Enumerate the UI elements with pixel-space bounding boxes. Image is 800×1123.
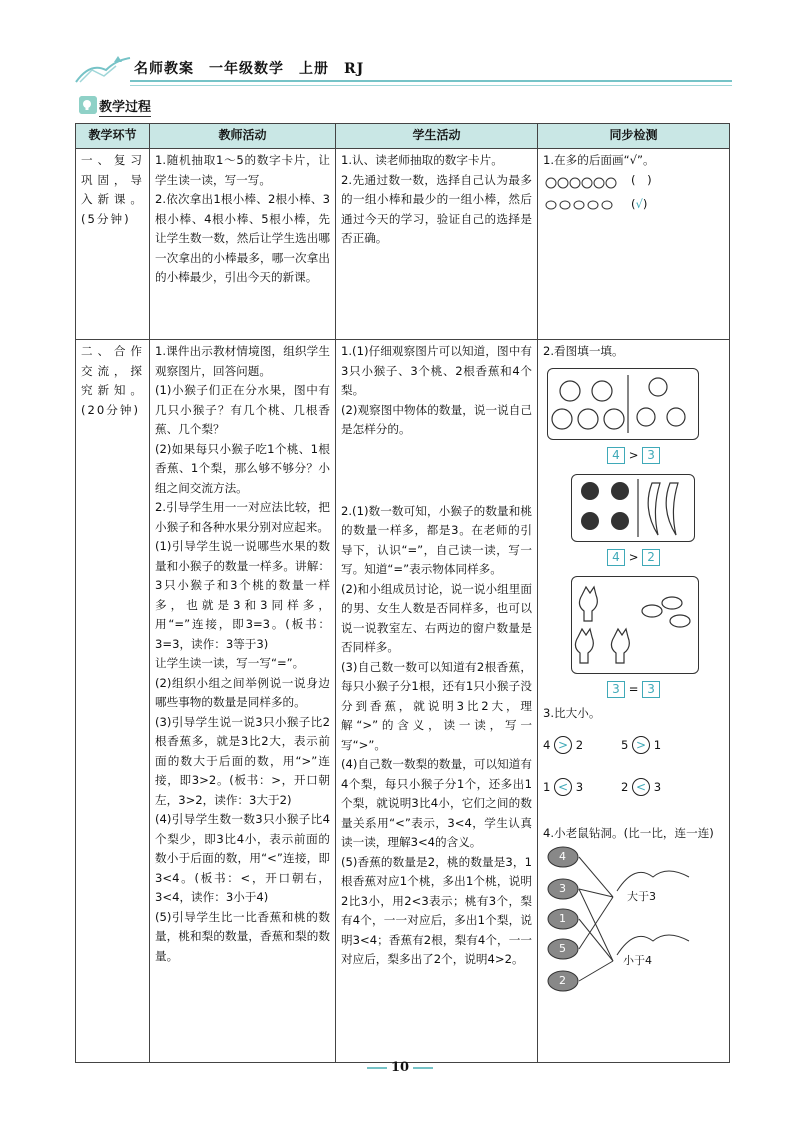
student-step: (4)自己数一数梨的数量，可以知道有4个梨，每只小猴子分1个，还多出1个梨，就说明3比4小，它们之间的数量关系用“<”表示，3<4，学生认真读一读，理解3<4的含义。 [341,757,532,849]
compare-item [621,736,661,756]
column-header-student: 学生活动 [336,124,538,149]
teacher-step: 2.依次拿出1根小棒、2根小棒、3根小棒、4根小棒、5根小棒，先让学生数一数，然后让学生选出哪一次拿出的小棒最多，哪一次拿出的小棒最少，引出今天的新课。 [155,192,330,284]
stage-cell: 二、合作交流，探究新知。(20分钟) [76,340,150,1063]
hole-label: 小于4 [623,954,652,967]
teacher-step: 2.引导学生用一一对应法比较，把小猴子和各种水果分别对应起来。 [155,500,330,534]
compare-left: 4 [543,737,551,752]
answer-pair-2 [607,548,660,568]
column-header-teacher: 教师活动 [150,124,336,149]
check-cell [538,340,730,1063]
compare-answer: > [632,736,650,754]
table-header-row [76,124,730,149]
mice-holes-lines-icon [543,843,723,1005]
compare-left: 5 [621,737,629,752]
answer-pair-3 [607,680,660,700]
student-cell [336,149,538,340]
student-step: 1.(1)仔细观察图片可以知道，图中有3只小猴子、3个桃、2根香蕉和4个梨。 [341,344,532,397]
footer-dash [367,1067,387,1069]
page-footer [0,1060,800,1075]
column-header-stage: 教学环节 [76,124,150,149]
answer-box: 3 [642,447,660,464]
mouse-number: 5 [559,942,566,955]
student-step: 2.(1)数一数可知，小猴子的数量和桃的数量一样多，都是3。在老师的引导下，认识“=”，自己读一读，写一写。知道“=”表示物体同样多。 [341,503,532,576]
check-mark: √ [635,196,643,211]
compare-answer: < [632,778,650,796]
relation-sign: > [628,447,639,462]
peaches-monkeys-icon [548,369,698,439]
apples-bananas-picture [571,474,695,542]
teacher-step: (2)组织小组之间举例说一说身边哪些事物的数量是同样多的。 [155,675,330,709]
peaches-monkeys-picture [547,368,699,440]
answer-box: 2 [642,549,660,566]
compare-item [621,778,661,798]
page-header [72,52,732,86]
compare-right: 1 [653,737,662,752]
teacher-cell [150,340,336,1063]
book-logo-icon [72,52,132,86]
relation-sign: = [628,681,639,696]
teacher-step: (2)如果每只小猴子吃1个桃、1根香蕉、1个梨，那么够不够分？小组之间交流方法。 [155,441,330,495]
teacher-cell [150,149,336,340]
answer-blank-2 [631,195,647,215]
mouse-number: 2 [559,974,566,987]
mouse-number: 3 [559,882,566,895]
student-step: (3)自己数一数可以知道有2根香蕉，每只小猴子分1根，还有1只小猴子没分到香蕉，就说明3比2大，理解“>”的含义，读一读，写一写“>”。 [341,659,532,752]
section-label: 教学过程 [99,96,151,117]
student-step: 2.先通过数一数，选择自己认为最多的一组小棒和最少的一组小棒，然后通过今天的学习，验证自己的选择是否正确。 [341,172,532,245]
teacher-step: 1.随机抽取1～5的数字卡片，让学生读一读，写一写。 [155,153,330,187]
question-1: 1.在多的后面画“√”。 [543,153,655,167]
stage-cell: 一、复习巩固，导入新课。(5分钟) [76,149,150,340]
teacher-step: (5)引导学生比一比香蕉和桃的数量，桃和梨的数量，香蕉和梨的数量。 [155,909,330,963]
compare-right: 3 [653,779,662,794]
answer-box: 3 [607,681,625,698]
teacher-step: (4)引导学生数一数3只小猴子比4个梨少，即3比4小，表示前面的数小于后面的数，用“<”连接，即3<4。(板书：<，开口朝右，3<4，读作：3小于4) [155,812,330,904]
footer-dash [413,1067,433,1069]
teacher-step: (1)小猴子们正在分水果，图中有几只小猴子？有几个桃、几根香蕉、几个梨？ [155,383,330,436]
compare-left: 2 [621,779,629,794]
student-step: (2)和小组成员讨论，说一说小组里面的男、女生人数是否同样多，也可以说一说教室左、右两边的窗户数量是否同样多。 [341,581,532,654]
column-header-check: 同步检测 [538,124,730,149]
answer-box: 4 [607,549,625,566]
question-4: 4.小老鼠钻洞。(比一比，连一连) [543,825,714,840]
student-cell [336,340,538,1063]
table-row [76,340,730,1063]
relation-sign: > [628,549,639,564]
student-step: (5)香蕉的数量是2，桃的数量是3，1根香蕉对应1个桃，多出1个桃，说明2比3小，用2<3表示；桃有3个，梨有4个，一一对应后，多出1个梨，说明3<4；香蕉有2根，梨有4个，一一对应后，梨多出了2个，说明4>2。 [341,854,532,966]
blank-open: ( [631,196,636,211]
lesson-table [75,123,730,1063]
teacher-step: 1.课件出示教材情境图，组织学生观察图片，回答问题。 [155,344,330,378]
answer-pair-1 [607,446,660,466]
bulb-icon [79,96,97,114]
teacher-step: (1)引导学生说一说哪些水果的数量和小猴子的数量一样多。讲解：3只小猴子和3个桃的数量一样多，也就是3和3同样多，用“=”连接，即3=3。(板书：3=3，读作：3等于3) [155,539,330,651]
compare-left: 1 [543,779,551,794]
question-2: 2.看图填一填。 [543,344,624,358]
mouse-number: 1 [559,912,566,925]
answer-blank-1: ( ) [631,172,652,187]
flowers-group-icon [543,173,623,193]
header-rule [130,80,732,82]
table-row [76,149,730,340]
teacher-step: 让学生读一读，写一写“=”。 [155,656,305,670]
question-3: 3.比大小。 [543,705,601,720]
page-number: 10 [390,1060,410,1075]
header-rule-thin [130,85,732,86]
student-step: 1.认、读老师抽取的数字卡片。 [341,153,503,167]
blank-close: ) [642,196,648,211]
answer-box: 4 [607,447,625,464]
check-cell [538,149,730,340]
mice-holes-exercise [543,843,724,1005]
compare-right: 3 [575,779,584,794]
teacher-step: (3)引导学生说一说3只小猴子比2根香蕉多，就是3比2大，表示前面的数大于后面的数，用“>”连接，即3>2。(板书：>，开口朝左，3>2，读作：3大于2) [155,714,330,807]
compare-right: 2 [575,737,584,752]
mouse-number: 4 [559,850,566,863]
cats-fish-icon [572,577,698,673]
birds-group-icon [543,195,623,213]
student-step: (2)观察图中物体的数量，说一说自己是怎样分的。 [341,402,532,436]
compare-item [543,736,583,756]
apples-bananas-icon [572,475,694,541]
header-title: 名师教案 一年级数学 上册 RJ [134,61,365,77]
hole-label: 大于3 [627,890,656,903]
compare-answer: < [554,778,572,796]
compare-answer: > [554,736,572,754]
compare-item [543,778,583,798]
cats-fish-picture [571,576,699,674]
answer-box: 3 [642,681,660,698]
compare-grid [543,732,724,824]
